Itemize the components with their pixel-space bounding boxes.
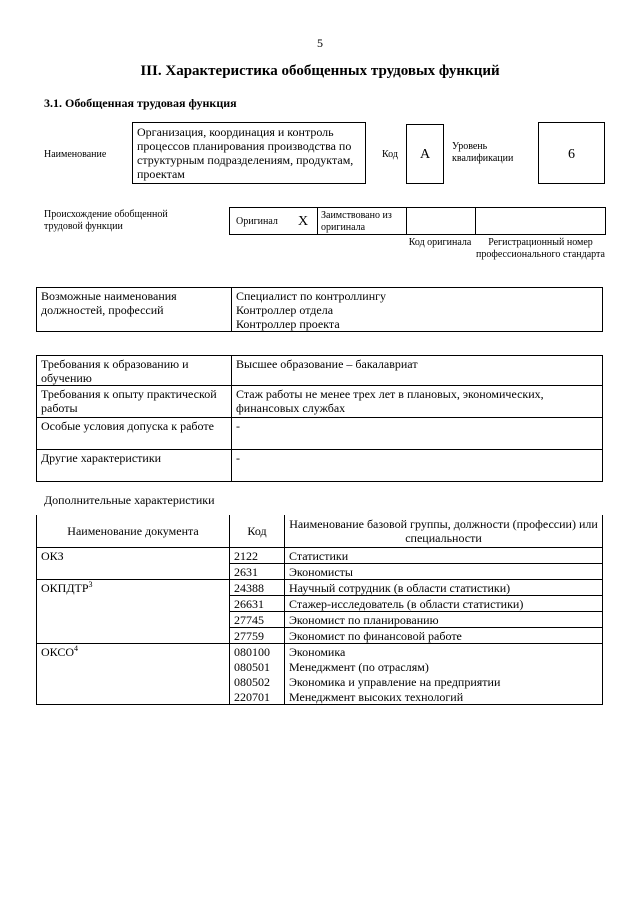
additional-table (36, 515, 603, 705)
doc-name: ОКПДТР (41, 580, 89, 595)
subsection-title: 3.1. Обобщенная трудовая функция (44, 96, 237, 110)
additional-title: Дополнительные характеристики (44, 493, 215, 507)
positions-label: Возможные наименования должностей, профессий (37, 288, 232, 332)
row-code: 24388 (230, 579, 285, 595)
requirement-value: - (232, 450, 603, 482)
table-row (37, 643, 603, 659)
code-box (406, 124, 444, 184)
col-name-header: Наименование базовой группы, должности (профессии) или специальности (285, 515, 603, 547)
position-item: Специалист по контроллингу (236, 289, 387, 303)
doc-name: ОКСО (41, 644, 75, 659)
borrowed-label: Заимствовано из оригинала (321, 210, 392, 233)
positions-table (36, 287, 603, 332)
origin-divider (317, 208, 318, 234)
requirement-row (37, 356, 603, 386)
requirement-label: Требования к образованию и обучению (37, 356, 232, 386)
row-name: Экономика (285, 643, 603, 659)
requirement-value: - (232, 418, 603, 450)
page-number: 5 (317, 36, 323, 50)
row-name: Экономист по финансовой работе (285, 627, 603, 643)
name-label: Наименование (44, 149, 107, 160)
row-name: Экономисты (285, 563, 603, 579)
requirement-value: Высшее образование – бакалавриат (232, 356, 603, 386)
row-name: Научный сотрудник (в области статистики) (285, 579, 603, 595)
requirement-label: Особые условия допуска к работе (37, 418, 232, 450)
requirement-label: Другие характеристики (37, 450, 232, 482)
row-code: 2631 (230, 563, 285, 579)
table-row (37, 547, 603, 563)
original-label: Оригинал (236, 216, 278, 227)
row-name: Статистики (285, 547, 603, 563)
doc-name: ОКЗ (41, 548, 64, 563)
section-title: III. Характеристика обобщенных трудовых функций (140, 63, 500, 79)
doc-okz (37, 547, 230, 579)
position-item: Контроллер отдела (236, 303, 334, 317)
row-code: 26631 (230, 595, 285, 611)
row-code: 080501 (230, 659, 285, 674)
requirement-row (37, 450, 603, 482)
level-box (538, 122, 605, 184)
row-name: Стажер-исследователь (в области статистики) (285, 595, 603, 611)
row-name: Экономика и управление на предприятии (285, 674, 603, 689)
col-code-header: Код (230, 515, 285, 547)
requirement-row (37, 418, 603, 450)
doc-okso (37, 643, 230, 704)
origin-divider (406, 208, 407, 234)
original-mark: Х (298, 214, 309, 229)
level-value: 6 (568, 147, 575, 162)
row-code: 080100 (230, 643, 285, 659)
col-doc-header: Наименование документа (37, 515, 230, 547)
origin-label: Происхождение обобщенной трудовой функции (44, 209, 168, 232)
requirement-value: Стаж работы не менее трех лет в плановых, экономических, финансовых службах (232, 386, 603, 418)
row-code: 27759 (230, 627, 285, 643)
function-name-box (132, 122, 366, 184)
row-code: 080502 (230, 674, 285, 689)
position-item: Контроллер проекта (236, 317, 340, 331)
requirements-table (36, 355, 603, 482)
row-name: Экономист по планированию (285, 611, 603, 627)
function-name-value: Организация, координация и контроль процессов планирования производства по структурным подразделениям, продуктам, проектам (137, 125, 354, 181)
row-code: 220701 (230, 689, 285, 705)
reg-caption: Регистрационный номер профессионального стандарта (476, 237, 605, 260)
footnote-ref: 4 (74, 643, 79, 653)
row-code: 2122 (230, 547, 285, 563)
positions-list (232, 288, 603, 332)
row-name: Менеджмент (по отраслям) (285, 659, 603, 674)
code-caption: Код оригинала (408, 237, 472, 248)
table-row (37, 579, 603, 595)
code-value: А (419, 147, 431, 162)
row-code: 27745 (230, 611, 285, 627)
row-name: Менеджмент высоких технологий (285, 689, 603, 705)
additional-header-row (37, 515, 603, 547)
origin-divider (475, 208, 476, 234)
requirement-label: Требования к опыту практической работы (37, 386, 232, 418)
requirement-row (37, 386, 603, 418)
footnote-ref: 3 (88, 579, 93, 589)
level-label: Уровень квалификации (452, 141, 514, 164)
code-label: Код (382, 149, 398, 160)
doc-okpdtr (37, 579, 230, 643)
origin-box (229, 207, 606, 235)
